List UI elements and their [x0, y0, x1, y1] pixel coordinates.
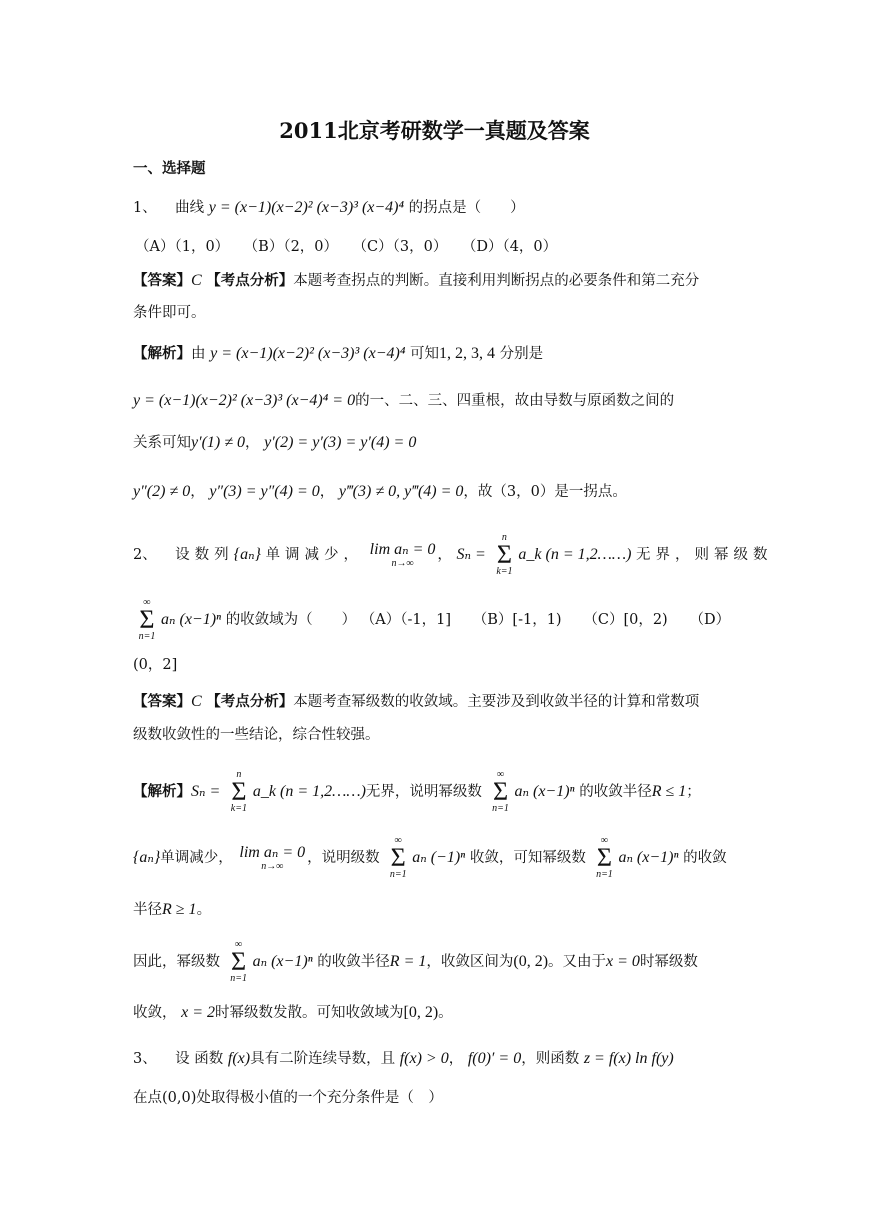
- q2-solution-2: {aₙ}单调减少， lim aₙ = 0 n→∞ ，说明级数 ∞ Σ n=1 aₙ (−1)ⁿ 收敛，可知幂级数 ∞ Σ n=1 aₙ (x−1)ⁿ 的收敛: [133, 835, 727, 880]
- q1-solution-1: 【解析】由 y = (x−1)(x−2)² (x−3)³ (x−4)⁴ 可知1, 2, 3, 4 分别是: [133, 345, 544, 362]
- q2-answer-line: 【答案】C 【考点分析】本题考查幂级数的收敛域。主要涉及到收敛半径的计算和常数项: [133, 693, 700, 710]
- question-2-options: （A）（-1，1] （B）[-1，1) （C）[0，2) （D）: [360, 612, 731, 628]
- q1-solution-3: 关系可知y′(1) ≠ 0， y′(2) = y′(3) = y′(4) = 0: [133, 434, 417, 451]
- question-3-stem: 3、 设 函数 f(x)具有二阶连续导数，且 f(x) > 0， f(0)′ = 0，则函数 z = f(x) ln f(y): [133, 1050, 674, 1067]
- sigma-n: ∞ Σ n=1: [138, 597, 156, 642]
- question-2-stem: 2、 设数列{aₙ} 单调减少， lim aₙ = 0 n→∞ ， Sₙ = n Σ k=1 a_k (n = 1,2……) 无界，则幂级数: [133, 532, 773, 577]
- question-3-stem-cont: 在点(0,0)处取得极小值的一个充分条件是（ ）: [133, 1090, 443, 1106]
- question-1-options: （A）（1，0） （B）（2，0） （C）（3，0） （D）（4，0）: [135, 239, 558, 255]
- sigma-n: ∞ Σ n=1: [596, 835, 613, 880]
- sigma-k: n Σ k=1: [496, 532, 513, 577]
- q1-answer-line: 【答案】C 【考点分析】本题考查拐点的判断。直接利用判断拐点的必要条件和第二充分: [133, 272, 700, 289]
- question-2-option-d: (0，2]: [133, 657, 178, 673]
- limit-expression: lim aₙ = 0 n→∞: [369, 541, 436, 569]
- q2-solution-3: 半径R ≥ 1。: [133, 901, 212, 918]
- q1-solution-2: y = (x−1)(x−2)² (x−3)³ (x−4)⁴ = 0的一、二、三、四重根，故由导数与原函数之间的: [133, 392, 675, 409]
- question-1-stem: 1、 曲线 y = (x−1)(x−2)² (x−3)³ (x−4)⁴ 的拐点是（ ）: [133, 199, 525, 216]
- sigma-n: ∞ Σ n=1: [230, 939, 247, 984]
- q2-analysis-cont: 级数收敛性的一些结论，综合性较强。: [133, 727, 380, 743]
- q1-solution-4: y″(2) ≠ 0， y″(3) = y″(4) = 0， y‴(3) ≠ 0, y‴(4) = 0，故（3，0）是一拐点。: [133, 483, 627, 500]
- q1-analysis-cont: 条件即可。: [133, 305, 206, 321]
- sigma-k: n Σ k=1: [230, 769, 247, 814]
- page-title: 2011北京考研数学一真题及答案: [279, 118, 590, 143]
- section-heading: 一、选择题: [133, 160, 206, 177]
- sigma-n: ∞ Σ n=1: [389, 835, 407, 880]
- question-2-series-line: ∞ Σ n=1 aₙ (x−1)ⁿ 的收敛域为（ ） （A）（-1，1] （B）[-1，1) （C）[0，2) （D）: [133, 598, 730, 642]
- sigma-n: ∞ Σ n=1: [492, 769, 509, 814]
- q2-solution-1: 【解析】Sₙ = n Σ k=1 a_k (n = 1,2……)无界，说明幂级数 ∞ Σ n=1 aₙ (x−1)ⁿ 的收敛半径R ≤ 1；: [133, 769, 701, 814]
- q2-solution-4: 因此，幂级数 ∞ Σ n=1 aₙ (x−1)ⁿ 的收敛半径R = 1，收敛区间为(0, 2)。又由于x = 0时幂级数: [133, 939, 698, 984]
- limit-expression: lim aₙ = 0 n→∞: [239, 844, 306, 872]
- q2-solution-5: 收敛， x = 2时幂级数发散。可知收敛域为[0, 2)。: [133, 1004, 453, 1021]
